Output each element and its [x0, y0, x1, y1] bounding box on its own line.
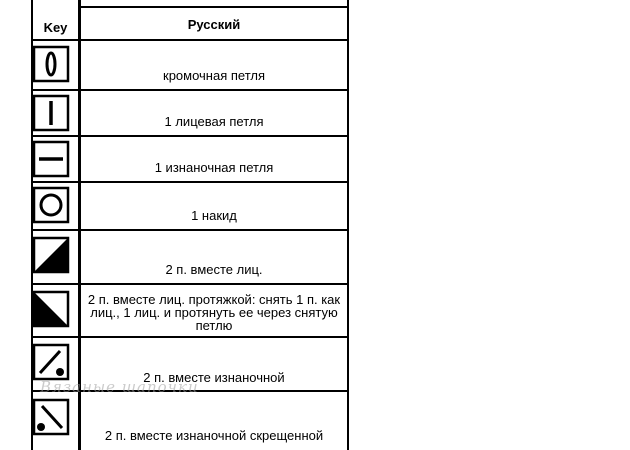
yarn-over-icon [32, 186, 70, 224]
row-label: 1 лицевая петля [164, 114, 264, 129]
p2tog-tbl-icon [32, 398, 70, 436]
table-border-top [78, 6, 349, 8]
row-divider [31, 181, 349, 183]
row-label: 2 п. вместе лиц. протяжкой: снять 1 п. как лиц., 1 лиц. и протянуть ее через снятую петлю [87, 292, 341, 333]
row-label: кромочная петля [163, 68, 265, 83]
knit-stitch-icon [32, 94, 70, 132]
row-label: 1 накид [191, 208, 237, 223]
row-divider [31, 89, 349, 91]
language-column-header: Русский [187, 17, 241, 32]
row-divider [31, 229, 349, 231]
row-label: 2 п. вместе изнаночной скрещенной [104, 428, 324, 443]
row-divider [31, 283, 349, 285]
p2tog-icon [32, 343, 70, 381]
row-divider [31, 39, 349, 41]
ssk-icon [32, 290, 70, 328]
edge-stitch-icon [32, 45, 70, 83]
row-label: 1 изнаночная петля [154, 160, 274, 175]
row-divider [31, 336, 349, 338]
watermark-text: Вязаные шапочки [40, 378, 199, 396]
row-divider [31, 135, 349, 137]
k2tog-icon [32, 236, 70, 274]
purl-stitch-icon [32, 140, 70, 178]
row-label: 2 п. вместе лиц. [165, 262, 263, 277]
row-label: 2 п. вместе изнаночной [143, 370, 285, 385]
key-column-header: Key [43, 20, 68, 35]
